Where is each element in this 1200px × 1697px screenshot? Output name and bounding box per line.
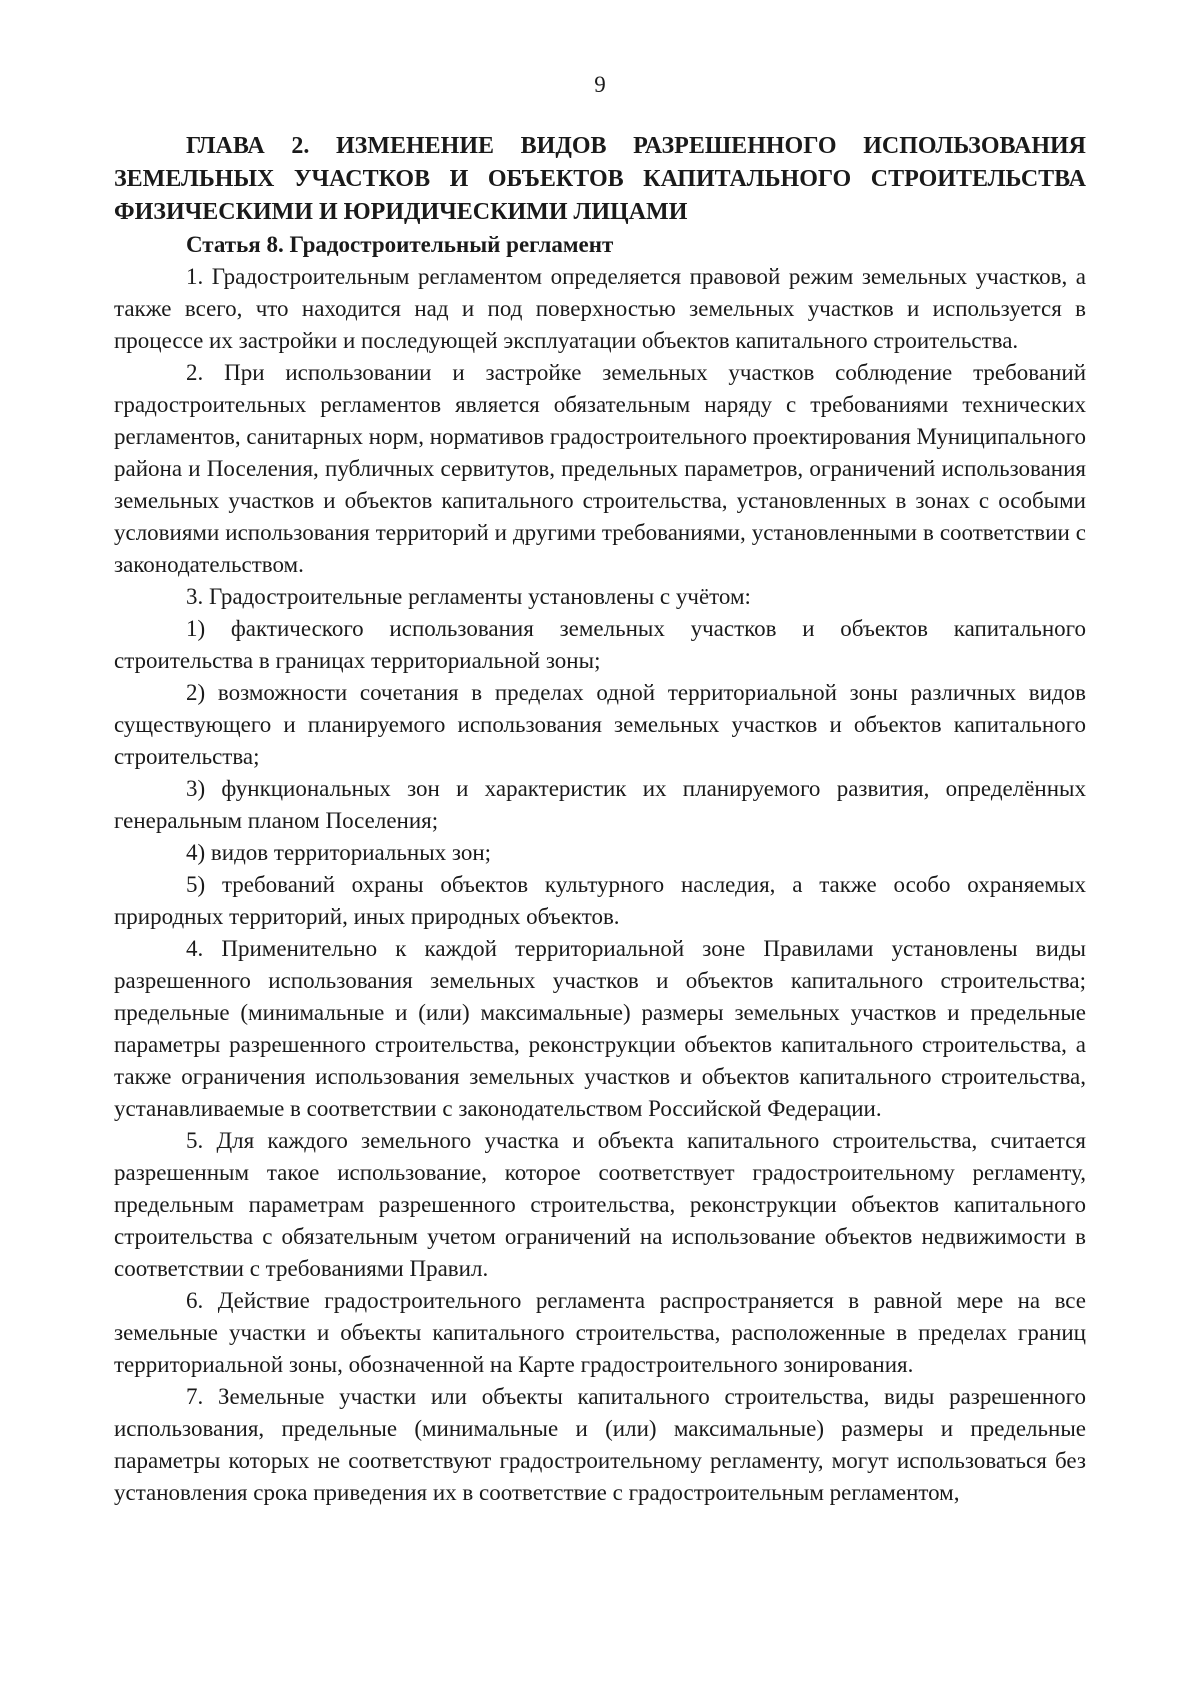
document-body — [114, 130, 1086, 1509]
paragraph-3-item-2: 2) возможности сочетания в пределах одной территориальной зоны различных видов существующего и планируемого использования земельных участков и объектов капитального строительства; — [114, 680, 1086, 769]
paragraph-1: 1. Градостроительным регламентом определяется правовой режим земельных участков, а также всего, что находится над и под поверхностью земельных участков и используется в процессе их застройки и последующей эксплуатации объектов капитального строительства. — [114, 264, 1086, 353]
chapter-title: ГЛАВА 2. ИЗМЕНЕНИЕ ВИДОВ РАЗРЕШЕННОГО ИСПОЛЬЗОВАНИЯ ЗЕМЕЛЬНЫХ УЧАСТКОВ И ОБЪЕКТОВ КАПИТАЛЬНОГО СТРОИТЕЛЬСТВА ФИЗИЧЕСКИМИ И ЮРИДИЧЕСКИМИ ЛИЦАМИ — [114, 133, 1086, 225]
paragraph-6: 6. Действие градостроительного регламента распространяется в равной мере на все земельные участки и объекты капитального строительства, расположенные в пределах границ территориальной зоны, обозначенной на Карте градостроительного зонирования. — [114, 1288, 1086, 1377]
paragraph-3-item-5: 5) требований охраны объектов культурного наследия, а также особо охраняемых природных территорий, иных природных объектов. — [114, 872, 1086, 929]
paragraph-4: 4. Применительно к каждой территориальной зоне Правилами установлены виды разрешенного использования земельных участков и объектов капитального строительства; предельные (минимальные и (или) максимальные) размеры земельных участков и предельные параметры разрешенного строительства, реконструкции объектов капитального строительства, а также ограничения использования земельных участков и объектов капитального строительства, устанавливаемые в соответствии с законодательством Российской Федерации. — [114, 936, 1086, 1121]
paragraph-3-item-1: 1) фактического использования земельных участков и объектов капитального строительства в границах территориальной зоны; — [114, 616, 1086, 673]
paragraph-3: 3. Градостроительные регламенты установлены с учётом: — [186, 584, 751, 609]
paragraph-7: 7. Земельные участки или объекты капитального строительства, виды разрешенного использования, предельные (минимальные и (или) максимальные) размеры и предельные параметры которых не соответствуют градостроительному регламенту, могут использоваться без установления срока приведения их в соответствие с градостроительным регламентом, — [114, 1384, 1086, 1505]
paragraph-3-item-4: 4) видов территориальных зон; — [186, 840, 492, 865]
article-title: Статья 8. Градостроительный регламент — [186, 232, 614, 257]
paragraph-5: 5. Для каждого земельного участка и объекта капитального строительства, считается разрешенным такое использование, которое соответствует градостроительному регламенту, предельным параметрам разрешенного строительства, реконструкции объектов капитального строительства с обязательным учетом ограничений на использование объектов недвижимости в соответствии с требованиями Правил. — [114, 1128, 1086, 1281]
page-number: 9 — [594, 72, 606, 97]
paragraph-2: 2. При использовании и застройке земельных участков соблюдение требований градостроительных регламентов является обязательным наряду с требованиями технических регламентов, санитарных норм, нормативов градостроительного проектирования Муниципального района и Поселения, публичных сервитутов, предельных параметров, ограничений использования земельных участков и объектов капитального строительства, установленных в зонах с особыми условиями использования территорий и другими требованиями, установленными в соответствии с законодательством. — [114, 360, 1086, 577]
paragraph-3-item-3: 3) функциональных зон и характеристик их планируемого развития, определённых генеральным планом Поселения; — [114, 776, 1086, 833]
